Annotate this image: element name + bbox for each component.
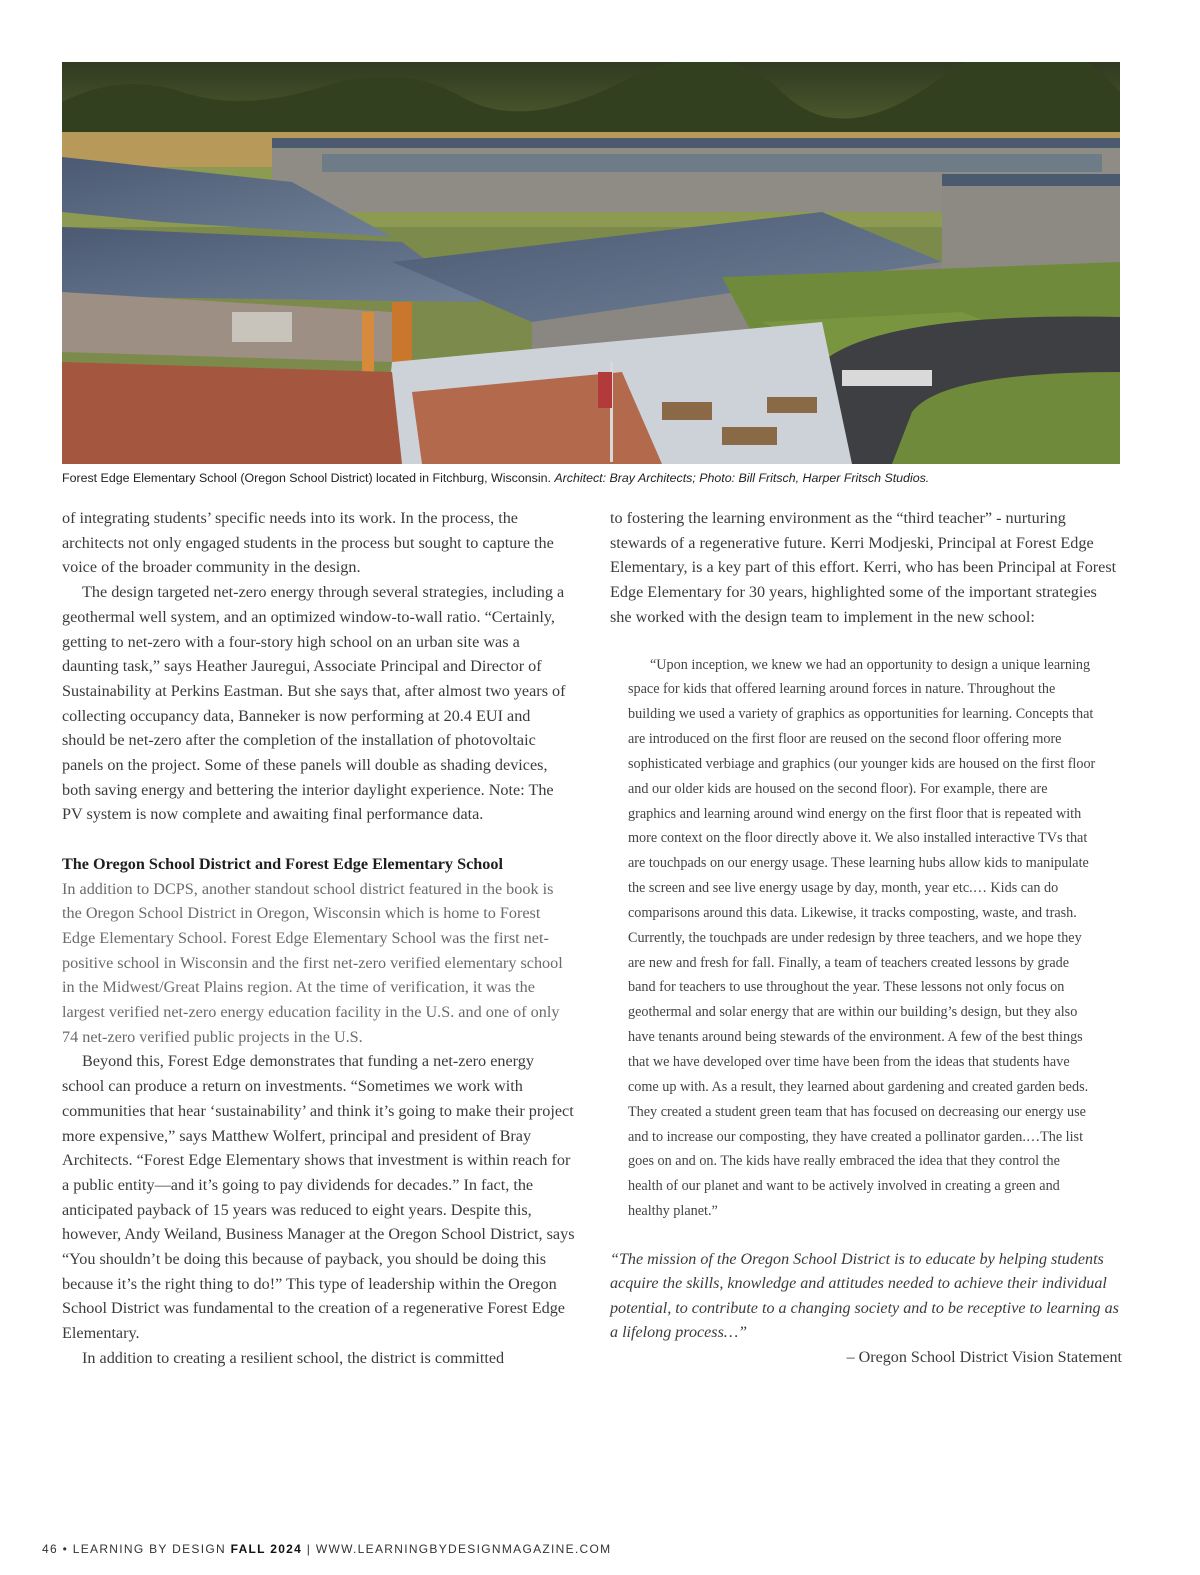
left-paragraph-2: The design targeted net-zero energy through several strategies, including a geothermal well system, and an optimized window-to-wall ratio. “Certainly, getting to net-zero with a four-story high school on an urban site was a daunting task,” says Heather Jauregui, Associate Principal and Director of Sustainability at Perkins Eastman. But she says that, after almost two years of collecting occupancy data, Banneker is now performing at 20.4 EUI and should be net-zero after the completion of the installation of photovoltaic panels on the project. Some of these panels will double as shading devices, both saving energy and bettering the interior daylight experience. Note: The PV system is now complete and awaiting final performance data.: [62, 583, 566, 824]
section-subhead: The Oregon School District and Forest Edge Elementary School: [62, 854, 503, 873]
issue-label: FALL 2024: [230, 1542, 303, 1556]
photo-caption: [62, 471, 1132, 485]
left-paragraph-3: In addition to DCPS, another standout school district featured in the book is the Oregon School District in Oregon, Wisconsin which is home to Forest Edge Elementary School. Forest Edge Elementary School was the first net-positive school in Wisconsin and the first net-zero verified elementary school in the Midwest/Great Plains region. At the time of verification, it was the largest verified net-zero energy education facility in the U.S. and one of only 74 net-zero verified public projects in the U.S.: [62, 879, 563, 1046]
caption-credit: Architect: Bray Architects; Photo: Bill Fritsch, Harper Fritsch Studios.: [554, 471, 930, 485]
right-paragraph-1: to fostering the learning environment as the “third teacher” - nurturing stewards of a regenerative future. Kerri Modjeski, Principal at Forest Edge Elementary, is a key part of this effort. Kerri, who has been Principal at Forest Edge Elementary for 30 years, highlighted some of the important strategies she worked with the design team to implement in the new school:: [610, 509, 1117, 626]
principal-quote-text: “Upon inception, we knew we had an opportunity to design a unique learning space for kids that offered learning around forces in nature. Throughout the building we used a variety of graphics as opportunities for learning. Concepts that are introduced on the first floor are reused on the second floor offering more sophisticated verbiage and graphics (our younger kids are housed on the first floor and our older kids are housed on the second floor). For example, there are graphics and learning around wind energy on the first floor that is repeated with more context on the floor directly above it. We also installed interactive TVs that are touchpads on our energy usage. These learning hubs allow kids to manipulate the screen and see live energy usage by day, month, year etc.… Kids can do comparisons around this data. Likewise, it tracks composting, waste, and trash. Currently, the touchpads are under redesign by three teachers, and we hope they are new and fresh for fall. Finally, a team of teachers created lessons by grade band for teachers to use throughout the year. These lessons not only focus on geothermal and solar energy that are within our building’s design, but they also have tenants around being stewards of the environment. A few of the best things that we have developed over time have been from the ideas that students have come up with. As a result, they learned about gardening and created garden beds. They created a student green team that has focused on decreasing our energy use and to increase our composting, they have created a pollinator garden.…The list goes on and on. The kids have really embraced the idea that they control the health of our planet and want to be actively involved in creating a green and healthy planet.”: [628, 656, 1096, 1220]
left-paragraph-5: In addition to creating a resilient school, the district is committed: [82, 1348, 505, 1367]
caption-text: Forest Edge Elementary School (Oregon School District) located in Fitchburg, Wisconsin.: [62, 471, 551, 485]
footer-bullet: •: [62, 1542, 69, 1556]
left-paragraph-1: of integrating students’ specific needs into its work. In the process, the architects not only engaged students in the process but sought to capture the voice of the broader community in the design.: [62, 509, 554, 577]
magazine-url: WWW.LEARNINGBYDESIGNMAGAZINE.COM: [315, 1542, 612, 1556]
page-footer: [42, 1542, 611, 1556]
right-column: [610, 506, 1122, 1370]
page-number: 46: [42, 1542, 58, 1556]
mission-attribution: – Oregon School District Vision Statement: [846, 1348, 1122, 1366]
magazine-name: LEARNING BY DESIGN: [72, 1542, 226, 1556]
left-column: [62, 506, 576, 1371]
mission-statement: [610, 1248, 1122, 1371]
mission-text: “The mission of the Oregon School District is to educate by helping students acquire the skills, knowledge and attitudes needed to achieve their individual potential, to contribute to a changing society and to be receptive to learning as a lifelong process…”: [610, 1250, 1119, 1342]
footer-separator: |: [306, 1542, 312, 1556]
school-aerial-photo: [62, 62, 1120, 464]
left-paragraph-4: Beyond this, Forest Edge demonstrates that funding a net-zero energy school can produce a return on investments. “Sometimes we work with communities that hear ‘sustainability’ and think it’s going to make their project more expensive,” says Matthew Wolfert, principal and president of Bray Architects. “Forest Edge Elementary shows that investment is within reach for a public entity—and it’s going to pay dividends for decades.” In fact, the anticipated payback of 15 years was reduced to eight years. Despite this, however, Andy Weiland, Business Manager at the Oregon School District, says “You shouldn’t be doing this because of payback, you should be doing this because it’s the right thing to do!” This type of leadership within the Oregon School District was fundamental to the creation of a regenerative Forest Edge Elementary.: [62, 1052, 575, 1343]
principal-quote: [628, 653, 1098, 1224]
